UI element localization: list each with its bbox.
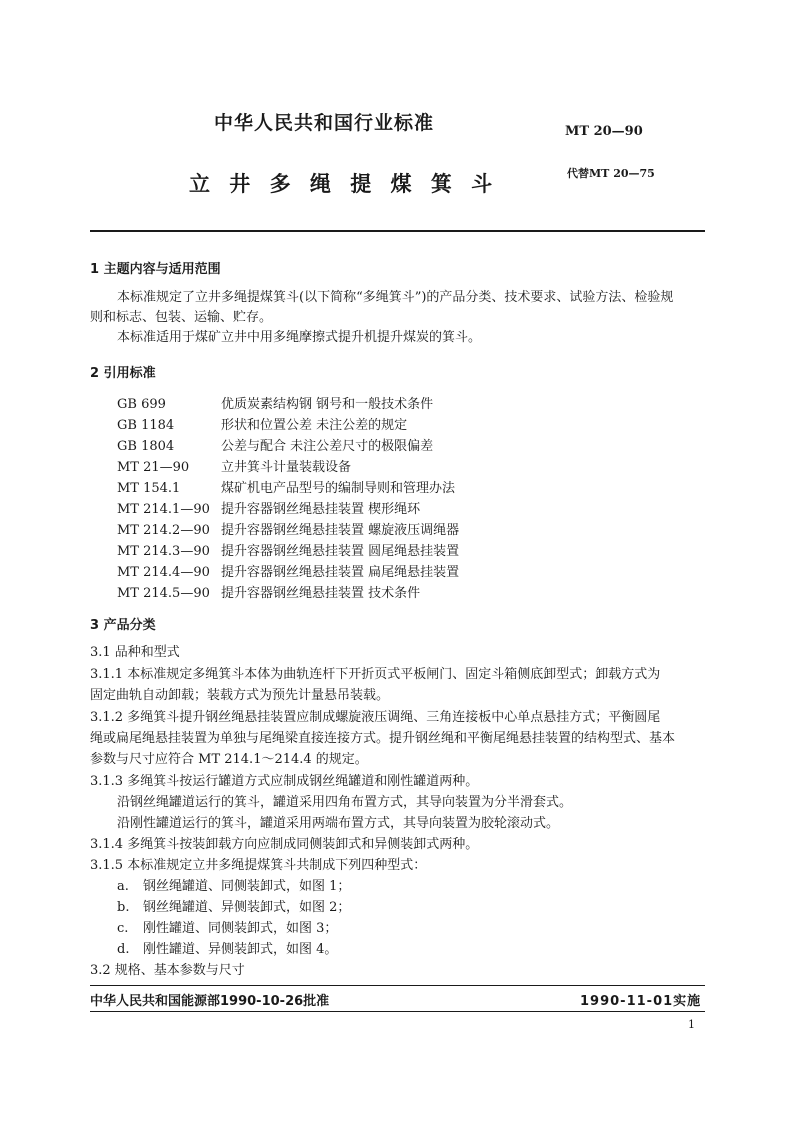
reference-item <box>117 561 459 580</box>
reference-code: MT 154.1 <box>117 481 181 496</box>
reference-title: 优质炭素结构钢 钢号和一般技术条件 <box>221 397 434 412</box>
paragraph: 3.1.5 本标准规定立井多绳提煤箕斗共制成下列四种型式： <box>90 858 427 873</box>
reference-item <box>117 582 420 601</box>
reference-title: 提升容器钢丝绳悬挂装置 技术条件 <box>221 586 421 601</box>
reference-item <box>117 498 420 517</box>
list-item-label: d. <box>117 942 130 957</box>
reference-code: GB 1184 <box>117 418 175 433</box>
paragraph: 本标准规定了立井多绳提煤箕斗(以下简称“多绳箕斗”)的产品分类、技术要求、试验方法、检验规 <box>117 290 674 305</box>
reference-item <box>117 519 459 538</box>
page-number: 1 <box>688 1018 695 1031</box>
list-item-text: 钢丝绳罐道、同侧装卸式，如图 1； <box>143 879 351 894</box>
reference-item <box>117 477 455 496</box>
footer-rule-bottom <box>90 1011 705 1012</box>
reference-code: GB 1804 <box>117 439 175 454</box>
reference-title: 提升容器钢丝绳悬挂装置 楔形绳环 <box>221 502 421 517</box>
subsection-heading: 3.2 规格、基本参数与尺寸 <box>90 963 245 978</box>
paragraph: 沿钢丝绳罐道运行的箕斗，罐道采用四角布置方式，其导向装置为分半滑套式。 <box>117 795 573 810</box>
reference-code: MT 21—90 <box>117 460 190 475</box>
org-title: 中华人民共和国行业标准 <box>214 112 435 134</box>
paragraph: 3.1.4 多绳箕斗按装卸载方向应制成同侧装卸式和异侧装卸式两种。 <box>90 837 479 852</box>
section-1-heading: 1 主题内容与适用范围 <box>90 262 221 277</box>
header-rule <box>90 230 705 232</box>
reference-title: 提升容器钢丝绳悬挂装置 圆尾绳悬挂装置 <box>221 544 460 559</box>
section-3-heading: 3 产品分类 <box>90 618 156 633</box>
reference-code: MT 214.5—90 <box>117 586 210 601</box>
paragraph: 固定曲轨自动卸载；装载方式为预先计量悬吊装载。 <box>90 688 390 703</box>
reference-item <box>117 414 407 433</box>
list-item <box>117 877 350 897</box>
list-item <box>117 940 337 960</box>
reference-title: 公差与配合 未注公差尺寸的极限偏差 <box>221 439 434 454</box>
effective-date: 1990-11-01实施 <box>580 994 702 1009</box>
paragraph: 3.1.2 多绳箕斗提升钢丝绳悬挂装置应制成螺旋液压调绳、三角连接板中心单点悬挂方式；平衡圆尾 <box>90 710 661 725</box>
list-item-label: c. <box>117 921 129 936</box>
standard-number: MT 20—90 <box>565 124 643 139</box>
reference-item <box>117 540 459 559</box>
reference-item <box>117 435 433 454</box>
approval-line: 中华人民共和国能源部1990-10-26批准 <box>90 994 330 1009</box>
list-item-text: 刚性罐道、异侧装卸式，如图 4。 <box>143 942 338 957</box>
reference-code: MT 214.3—90 <box>117 544 210 559</box>
reference-code: GB 699 <box>117 397 166 412</box>
paragraph: 本标准适用于煤矿立井中用多绳摩擦式提升机提升煤炭的箕斗。 <box>117 330 482 345</box>
subsection-heading: 3.1 品种和型式 <box>90 645 180 660</box>
paragraph: 参数与尺寸应符合 MT 214.1～214.4 的规定。 <box>90 752 368 767</box>
document-title: 立 井 多 绳 提 煤 箕 斗 <box>189 172 499 196</box>
list-item-label: a. <box>117 879 129 894</box>
reference-title: 煤矿机电产品型号的编制导则和管理办法 <box>221 481 456 496</box>
list-item-text: 刚性罐道、同侧装卸式，如图 3； <box>143 921 338 936</box>
paragraph: 3.1.3 多绳箕斗按运行罐道方式应制成钢丝绳罐道和刚性罐道两种。 <box>90 774 479 789</box>
section-2-heading: 2 引用标准 <box>90 366 156 381</box>
reference-code: MT 214.1—90 <box>117 502 210 517</box>
paragraph: 沿刚性罐道运行的箕斗，罐道采用两端布置方式，其导向装置为胶轮滚动式。 <box>117 816 560 831</box>
reference-item <box>117 393 433 412</box>
paragraph: 3.1.1 本标准规定多绳箕斗本体为曲轨连杆下开折页式平板闸门、固定斗箱侧底卸型式；卸载方式为 <box>90 667 661 682</box>
reference-code: MT 214.2—90 <box>117 523 210 538</box>
reference-title: 提升容器钢丝绳悬挂装置 螺旋液压调绳器 <box>221 523 460 538</box>
reference-title: 提升容器钢丝绳悬挂装置 扁尾绳悬挂装置 <box>221 565 460 580</box>
reference-item <box>117 456 351 475</box>
list-item-label: b. <box>117 900 130 915</box>
replaces-standard: 代替MT 20—75 <box>567 167 655 180</box>
reference-title: 立井箕斗计量装载设备 <box>221 460 352 475</box>
paragraph: 绳或扁尾绳悬挂装置为单独与尾绳梁直接连接方式。提升钢丝绳和平衡尾绳悬挂装置的结构型式、基本 <box>90 731 676 746</box>
list-item-text: 钢丝绳罐道、异侧装卸式，如图 2； <box>143 900 351 915</box>
footer-rule <box>90 985 705 986</box>
list-item <box>117 898 350 918</box>
reference-code: MT 214.4—90 <box>117 565 210 580</box>
list-item <box>117 919 337 939</box>
reference-title: 形状和位置公差 未注公差的规定 <box>221 418 408 433</box>
paragraph: 则和标志、包装、运输、贮存。 <box>90 310 273 325</box>
